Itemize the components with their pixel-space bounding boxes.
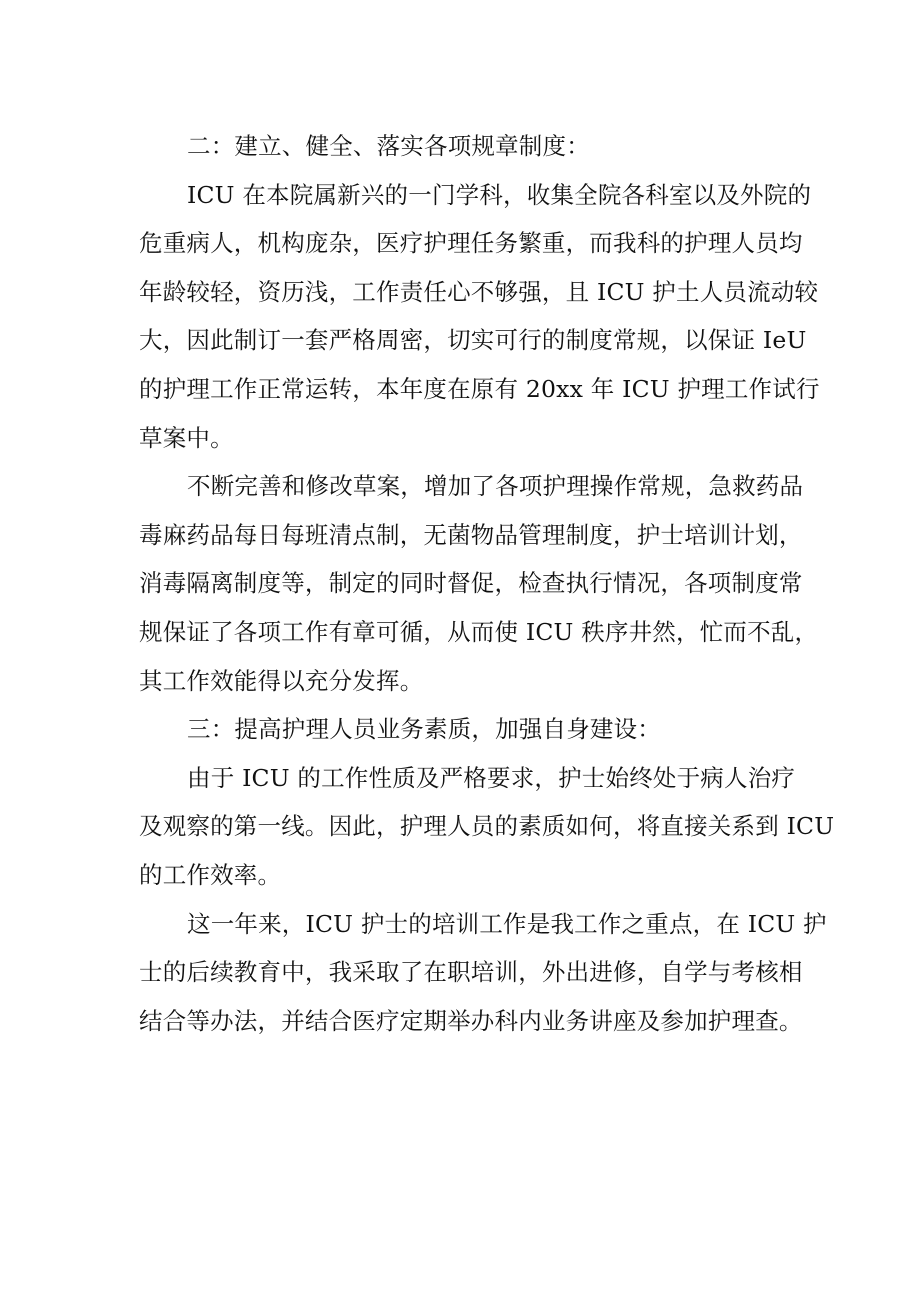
paragraph-line: 结合等办法，并结合医疗定期举办科内业务讲座及参加护理查。 [139, 1006, 803, 1035]
paragraph-line: 大，因此制订一套严格周密，切实可行的制度常规，以保证 IeU [139, 326, 807, 355]
paragraph-line: 的护理工作正常运转，本年度在原有 20xx 年 ICU 护理工作试行 [139, 374, 820, 403]
paragraph-line: 年龄较轻，资历浅，工作责任心不够强，且 ICU 护土人员流动较 [139, 277, 819, 306]
paragraph-line: 其工作效能得以充分发挥。 [139, 666, 424, 695]
heading-section-three: 三：提高护理人员业务素质，加强自身建设： [187, 715, 661, 744]
paragraph-line: 及观察的第一线。因此，护理人员的素质如何，将直接关系到 ICU [139, 812, 835, 841]
paragraph-line: 这一年来，ICU 护士的培训工作是我工作之重点，在 ICU 护 [187, 909, 827, 938]
paragraph-line: 士的后续教育中，我采取了在职培训，外出进修，自学与考核相 [139, 958, 803, 987]
document-body [139, 122, 835, 1045]
heading-section-two: 二：建立、健全、落实各项规章制度： [187, 132, 590, 160]
paragraph-line: 由于 ICU 的工作性质及严格要求，护士始终处于病人治疗 [187, 763, 796, 792]
paragraph-line: 草案中。 [139, 423, 234, 452]
paragraph-line: 规保证了各项工作有章可循，从而使 ICU 秩序井然，忙而不乱， [139, 617, 819, 646]
paragraph-line: 消毒隔离制度等，制定的同时督促，检查执行情况，各项制度常 [139, 569, 803, 598]
paragraph-line: ICU 在本院属新兴的一门学科，收集全院各科室以及外院的 [187, 180, 812, 209]
paragraph-line: 危重病人，机构庞杂，医疗护理任务繁重，而我科的护理人员均 [139, 229, 803, 258]
paragraph-line: 毒麻药品每日每班清点制，无菌物品管理制度，护士培训计划， [139, 520, 803, 549]
paragraph-line: 的工作效率。 [139, 860, 282, 889]
paragraph-line: 不断完善和修改草案，增加了各项护理操作常规，急救药品 [187, 472, 804, 501]
